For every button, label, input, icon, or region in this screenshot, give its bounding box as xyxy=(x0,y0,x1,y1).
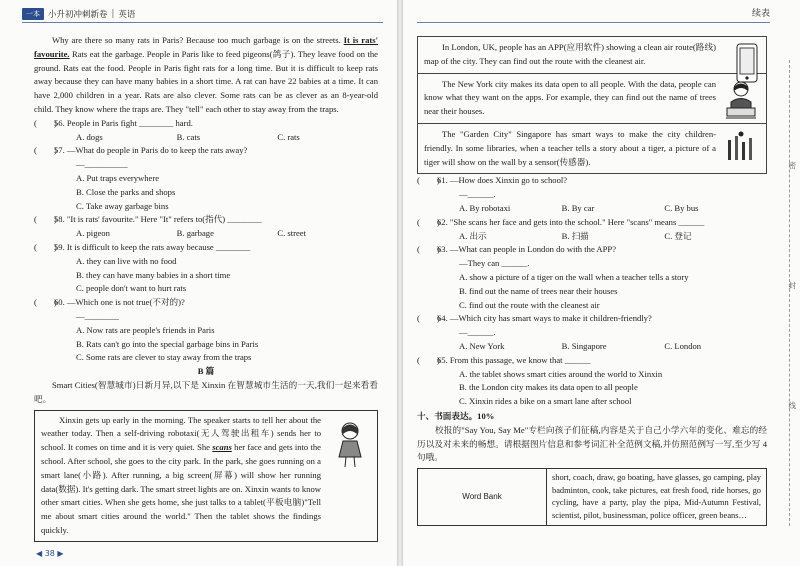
answer-bracket[interactable]: ( ) xyxy=(34,241,57,252)
question-stem xyxy=(417,312,767,326)
answer-option[interactable]: C. find out the route with the cleanest air xyxy=(459,299,600,310)
answer-bracket[interactable]: ( ) xyxy=(34,297,57,308)
writing-section-title: 十、书面表达。10% xyxy=(417,410,495,421)
right-page xyxy=(403,0,800,566)
word-bank-table xyxy=(417,468,767,526)
side-label-2: 封 xyxy=(788,281,796,290)
right-question-list xyxy=(417,174,767,409)
question-text: 56. People in Paris fight ________ hard. xyxy=(54,117,193,128)
answer-blank[interactable]: —__________ xyxy=(76,159,128,170)
question-stem xyxy=(34,213,378,227)
page-number-value: 38 xyxy=(44,549,55,558)
side-label-1: 密 xyxy=(788,161,796,170)
answer-option[interactable]: C. London xyxy=(664,340,702,351)
answer-option[interactable]: B. Singapore xyxy=(561,340,607,351)
answer-option[interactable]: B. Rats can't go into the special garbage bins in Paris xyxy=(76,338,259,349)
question-text: 57. —What do people in Paris do to keep the rats away? xyxy=(54,145,248,156)
header-rule xyxy=(22,22,383,23)
info-box xyxy=(417,124,767,174)
seal-line xyxy=(789,60,790,526)
answer-option[interactable]: C. street xyxy=(277,228,306,239)
answer-option[interactable]: C. Some rats are clever to stay away from the traps xyxy=(76,352,252,363)
subject-label: 英语 xyxy=(118,10,136,20)
answer-option[interactable]: A. show a picture of a tiger on the wall when a teacher tells a story xyxy=(459,271,689,282)
info-box xyxy=(417,74,767,124)
section-b-title: B 篇 xyxy=(197,366,215,377)
answer-blank[interactable]: —______. xyxy=(459,327,496,338)
info-box-text: The New York city makes its data open to all people. With the data, people can know what they want on the apps. For example, they can find out the name of trees near their houses. xyxy=(424,78,716,117)
series-badge: 一本 xyxy=(22,8,44,20)
answer-option[interactable]: A. dogs xyxy=(76,131,103,142)
person-laptop-icon xyxy=(724,80,758,127)
question-text: 62. "She scans her face and gets into the school." Here "scans" means ______ xyxy=(437,216,705,227)
info-box-text: In London, UK, people has an APP(应用软件) showing a clean air route(路线) map of the city. They can find out the route with the cleanest air. xyxy=(424,42,716,66)
page-number: ◀ 38 ▶ xyxy=(36,549,64,558)
option-row xyxy=(417,340,767,354)
question-stem xyxy=(34,144,378,158)
question-stem xyxy=(417,243,767,257)
series-title: 小升初冲刺新卷 xyxy=(48,10,108,20)
answer-option[interactable]: A. they can live with no food xyxy=(76,255,177,266)
passage-a xyxy=(34,34,378,117)
answer-option[interactable]: B. By car xyxy=(561,202,595,213)
info-box xyxy=(417,36,767,74)
answer-bracket[interactable]: ( ) xyxy=(417,216,440,227)
answer-blank[interactable]: —They can ______. xyxy=(459,258,530,269)
answer-option[interactable]: C. people don't want to hurt rats xyxy=(76,283,187,294)
question-text: 63. —What can people in London do with the APP? xyxy=(437,244,617,255)
side-label-3: 线 xyxy=(788,401,796,410)
girl-illustration-icon xyxy=(331,419,369,469)
passage-a-part1: Why are there so many rats in Paris? Because too much garbage is on the streets. xyxy=(52,35,341,45)
passage-a-emphasis: It is rats' favourite. xyxy=(34,35,378,59)
section-b-intro: Smart Cities(智慧城市)日新月异,以下是 Xinxin 在智慧城市生活的一天,我们一起来看看吧。 xyxy=(34,379,378,404)
option-row xyxy=(34,227,378,241)
option-row xyxy=(417,202,767,216)
passage-b xyxy=(41,414,371,538)
question-text: 65. From this passage, we know that ______ xyxy=(437,354,591,365)
answer-option[interactable]: B. garbage xyxy=(176,228,214,239)
question-stem xyxy=(417,174,767,188)
answer-option[interactable]: A. By robotaxi xyxy=(459,202,511,213)
question-text: 59. It is difficult to keep the rats away because ________ xyxy=(54,241,251,252)
word-bank-label: Word Bank xyxy=(418,469,547,525)
passage-b-part1: Xinxin gets up early in the morning. The speaker starts to tell her about the weather today. Then a self-driving robotaxi(无人驾驶出租车) sends her to school. It comes on time and it is very quiet. She xyxy=(41,414,321,453)
question-text: 64. —Which city has smart ways to make it children-friendly? xyxy=(437,313,652,324)
header-rule-right xyxy=(417,22,770,23)
answer-bracket[interactable]: ( ) xyxy=(417,175,440,186)
answer-option[interactable]: C. 登记 xyxy=(664,230,692,241)
left-column xyxy=(34,34,378,542)
question-text: 61. —How does Xinxin go to school? xyxy=(437,175,568,186)
answer-option[interactable]: C. By bus xyxy=(664,202,699,213)
option-row xyxy=(34,131,378,145)
writing-prompt: 校报的"Say You, Say Me"专栏向孩子们征稿,内容是关于自己小学六年的变化、难忘的经历以及对未来的畅想。请根据图片信息和参考词汇补全范例文稿,并仿照范例写一写,至少写 4 句哦。 xyxy=(417,424,767,463)
question-text: 58. "It is rats' favourite." Here "It" refers to(指代) ________ xyxy=(54,214,262,225)
left-page xyxy=(0,0,397,566)
passage-b-part2: her face and gets into the school. After school, she goes to the city park. In the park, she goes running on a smart lane(小路). After running, a big screen(屏幕) will show her running data(数据). It's getting dark. The smart street lights are on. Xinxin wants to know other smart cities. When she gets home, she just talks to a tablet(平板电脑)"Tell me about smart cities around the world." Then the tablet shows the findings quickly. xyxy=(41,442,321,535)
continued-label: 续表 xyxy=(751,9,770,19)
question-stem xyxy=(34,296,378,310)
answer-option[interactable]: A. the tablet shows smart cities around the world to Xinxin xyxy=(459,368,663,379)
passage-b-emphasis: scans xyxy=(212,442,232,453)
answer-option[interactable]: C. Take away garbage bins xyxy=(76,200,169,211)
sensor-icon xyxy=(724,130,758,169)
answer-option[interactable]: A. Put traps everywhere xyxy=(76,172,160,183)
answer-option[interactable]: A. pigeon xyxy=(76,228,110,239)
info-box-text: The "Garden City" Singapore has smart ways to make the city children-friendly. In some libraries, when a teacher tells a story about a tiger, a picture of a tiger will show on the wall by a sensor(传感器). xyxy=(424,128,716,167)
right-column xyxy=(417,36,767,526)
passage-b-box xyxy=(34,410,378,542)
word-bank-words: short, coach, draw, go boating, have glasses, go camping, play badminton, cook, take pictures, eat fresh food, ride horses, go cycling, have a party, play the pipa, Mid-Autumn Festival, scientist, pilot, businessman, police officer, green beans… xyxy=(552,473,761,520)
left-question-list xyxy=(34,117,378,365)
answer-option[interactable]: B. 扫描 xyxy=(561,230,589,241)
answer-option[interactable]: B. they can have many babies in a short time xyxy=(76,269,231,280)
question-stem xyxy=(417,216,767,230)
answer-blank[interactable]: —______. xyxy=(459,189,496,200)
question-stem xyxy=(417,354,767,368)
answer-option[interactable]: C. Xinxin rides a bike on a smart lane after school xyxy=(459,396,632,407)
answer-option[interactable]: A. New York xyxy=(459,340,505,351)
answer-bracket[interactable]: ( ) xyxy=(34,214,57,225)
option-row xyxy=(417,230,767,244)
question-stem xyxy=(34,241,378,255)
answer-blank[interactable]: —________ xyxy=(76,310,119,321)
question-text: 60. —Which one is not true(不对的)? xyxy=(54,297,185,308)
header-separator: | xyxy=(111,9,115,19)
answer-bracket[interactable]: ( ) xyxy=(417,354,440,365)
page-header xyxy=(22,7,135,21)
answer-bracket[interactable]: ( ) xyxy=(417,244,440,255)
answer-bracket[interactable]: ( ) xyxy=(34,145,57,156)
answer-option[interactable]: C. rats xyxy=(277,131,300,142)
answer-option[interactable]: A. 出示 xyxy=(459,230,487,241)
question-stem xyxy=(34,117,378,131)
answer-option[interactable]: A. Now rats are people's friends in Paris xyxy=(76,324,215,335)
answer-option[interactable]: B. Close the parks and shops xyxy=(76,186,176,197)
answer-option[interactable]: B. cats xyxy=(176,131,201,142)
passage-a-part2: Rats eat the garbage. People in Paris like to feed pigeons(鸽子). They leave food on the ground. Rats eat the food. People in Paris fight rats for a long time. But it is difficult to keep rats away because they can have many babies in a short time. A rat can have 22 babies at a time. It can have 2,000 children in a year. Rats are also clever. Some rats can be as clever as an 8-year-old child. They know where the traps are. They "tell" each other to stay away from the traps. xyxy=(34,48,378,114)
answer-option[interactable]: B. the London city makes its data open to all people xyxy=(459,382,638,393)
info-box-table xyxy=(417,36,767,174)
answer-bracket[interactable]: ( ) xyxy=(417,313,440,324)
answer-option[interactable]: B. find out the name of trees near their houses xyxy=(459,285,618,296)
answer-bracket[interactable]: ( ) xyxy=(34,117,57,128)
